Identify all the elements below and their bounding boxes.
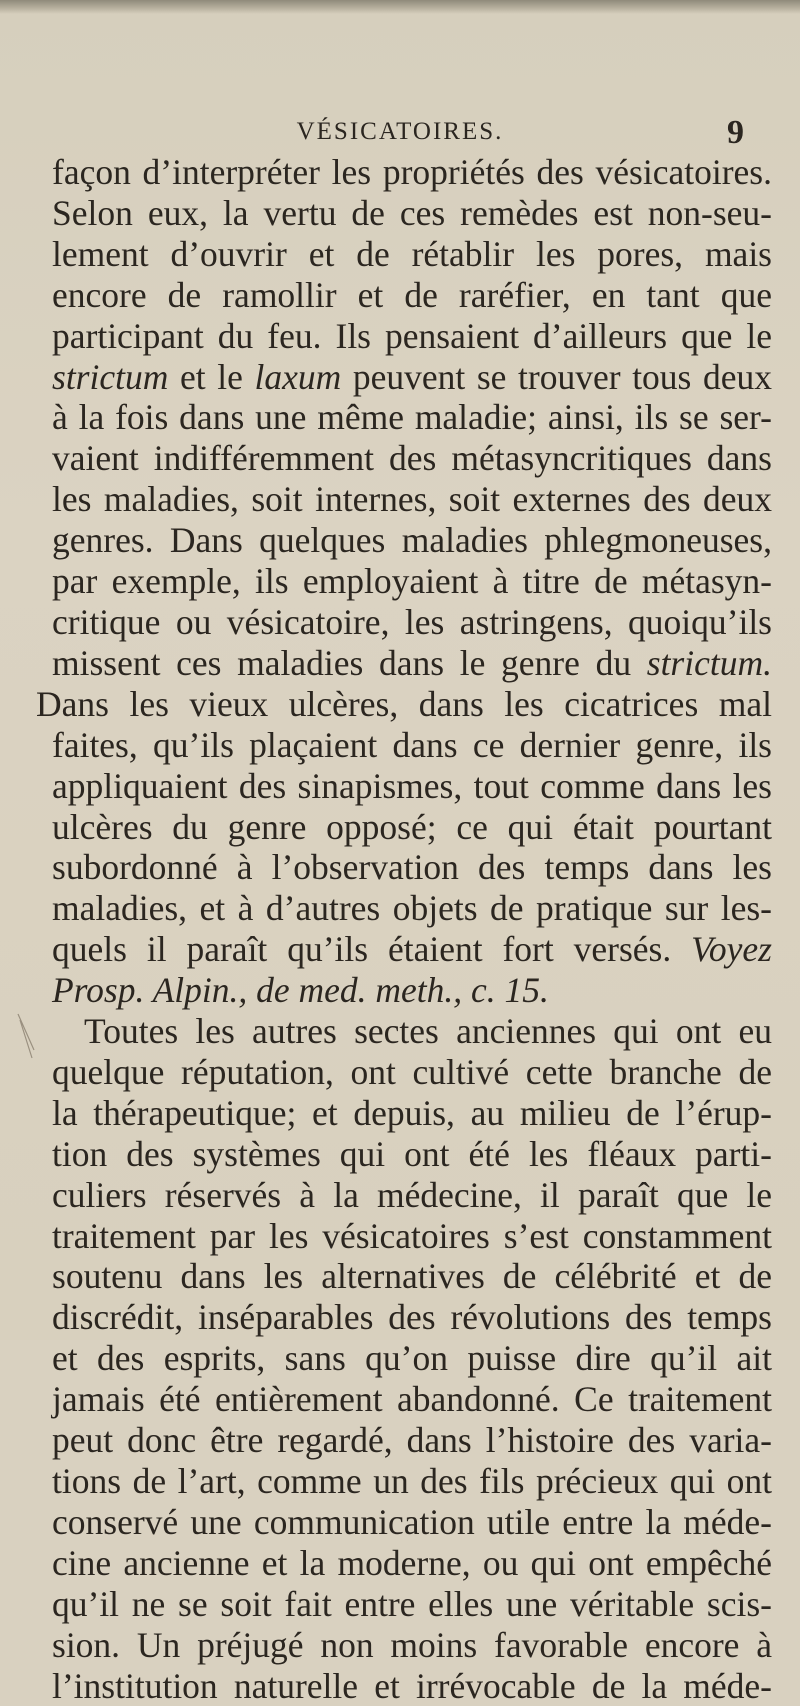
text-line: les maladies, soit internes, soit externes des deux: [52, 479, 772, 520]
text-line: lement d’ouvrir et de rétablir les pores, mais: [52, 233, 772, 274]
running-title: VÉSICATOIRES.: [296, 118, 504, 145]
text-line: discrédit, inséparables des révolutions des temps: [52, 1297, 772, 1338]
text-line: tions de l’art, comme un des fils précieux qui ont: [52, 1461, 772, 1501]
text-line: vaient indifféremment des métasyncritiques dans: [52, 438, 772, 479]
text-line: sion. Un préjugé non moins favorable encore à: [52, 1624, 772, 1665]
page-number: 9: [727, 114, 744, 151]
text-line: tion des systèmes qui ont été les fléaux parti-: [52, 1133, 772, 1174]
text-line: genres. Dans quelques maladies phlegmoneuses,: [52, 520, 772, 561]
text-line: et des esprits, sans qu’on puisse dire qu’il ait: [52, 1338, 772, 1379]
page-top-edge: [0, 0, 800, 14]
text-line: critique ou vésicatoire, les astringens, quoiqu’ils: [52, 601, 772, 642]
body-text: [36, 152, 772, 1706]
margin-pencil-mark: [16, 1010, 38, 1090]
text-line: cine ancienne et la moderne, ou qui ont empêché: [52, 1542, 772, 1583]
text-line: quelque réputation, ont cultivé cette branche de: [52, 1051, 772, 1092]
text-line: appliquaient des sinapismes, tout comme dans les: [52, 765, 772, 806]
text-line: jamais été entièrement abandonné. Ce traitement: [52, 1379, 772, 1420]
text-line: culiers réservés à la médecine, il paraît que le: [52, 1174, 772, 1215]
text-line: la thérapeutique; et depuis, au milieu de l’érup-: [52, 1092, 772, 1133]
text-line: strictum et le laxum peuvent se trouver tous deux: [52, 356, 772, 397]
text-line: Dans les vieux ulcères, dans les cicatrices mal: [36, 683, 772, 724]
text-line: Selon eux, la vertu de ces remèdes est non-seu-: [52, 192, 772, 233]
text-line: missent ces maladies dans le genre du strictum.: [52, 642, 772, 683]
text-line: Prosp. Alpin., de med. meth., c. 15.: [52, 970, 549, 1011]
text-line: conservé une communication utile entre la méde-: [52, 1501, 772, 1542]
text-line: l’institution naturelle et irrévocable de la méde-: [52, 1665, 772, 1706]
text-line: encore de ramollir et de raréfier, en tant que: [52, 274, 772, 315]
text-line: par exemple, ils employaient à titre de métasyn-: [52, 561, 772, 602]
text-line: ulcères du genre opposé; ce qui était pourtant: [52, 806, 772, 847]
text-line: participant du feu. Ils pensaient d’ailleurs que le: [52, 315, 772, 356]
text-line: maladies, et à d’autres objets de pratique sur les-: [52, 888, 772, 929]
text-line: peut donc être regardé, dans l’histoire des varia-: [52, 1420, 772, 1461]
text-line: subordonné à l’observation des temps dans les: [52, 847, 772, 888]
text-line: traitement par les vésicatoires s’est constamment: [52, 1215, 772, 1256]
text-line: faites, qu’ils plaçaient dans ce dernier genre, ils: [52, 724, 772, 765]
text-line: Toutes les autres sectes anciennes qui ont eu: [84, 1011, 772, 1052]
text-line: qu’il ne se soit fait entre elles une véritable scis-: [52, 1583, 772, 1624]
text-line: quels il paraît qu’ils étaient fort versés. Voyez: [52, 929, 772, 970]
text-line: à la fois dans une même maladie; ainsi, ils se ser-: [52, 397, 772, 438]
text-line: façon d’interpréter les propriétés des vésicatoires.: [52, 152, 772, 192]
text-line: soutenu dans les alternatives de célébrité et de: [52, 1256, 772, 1297]
